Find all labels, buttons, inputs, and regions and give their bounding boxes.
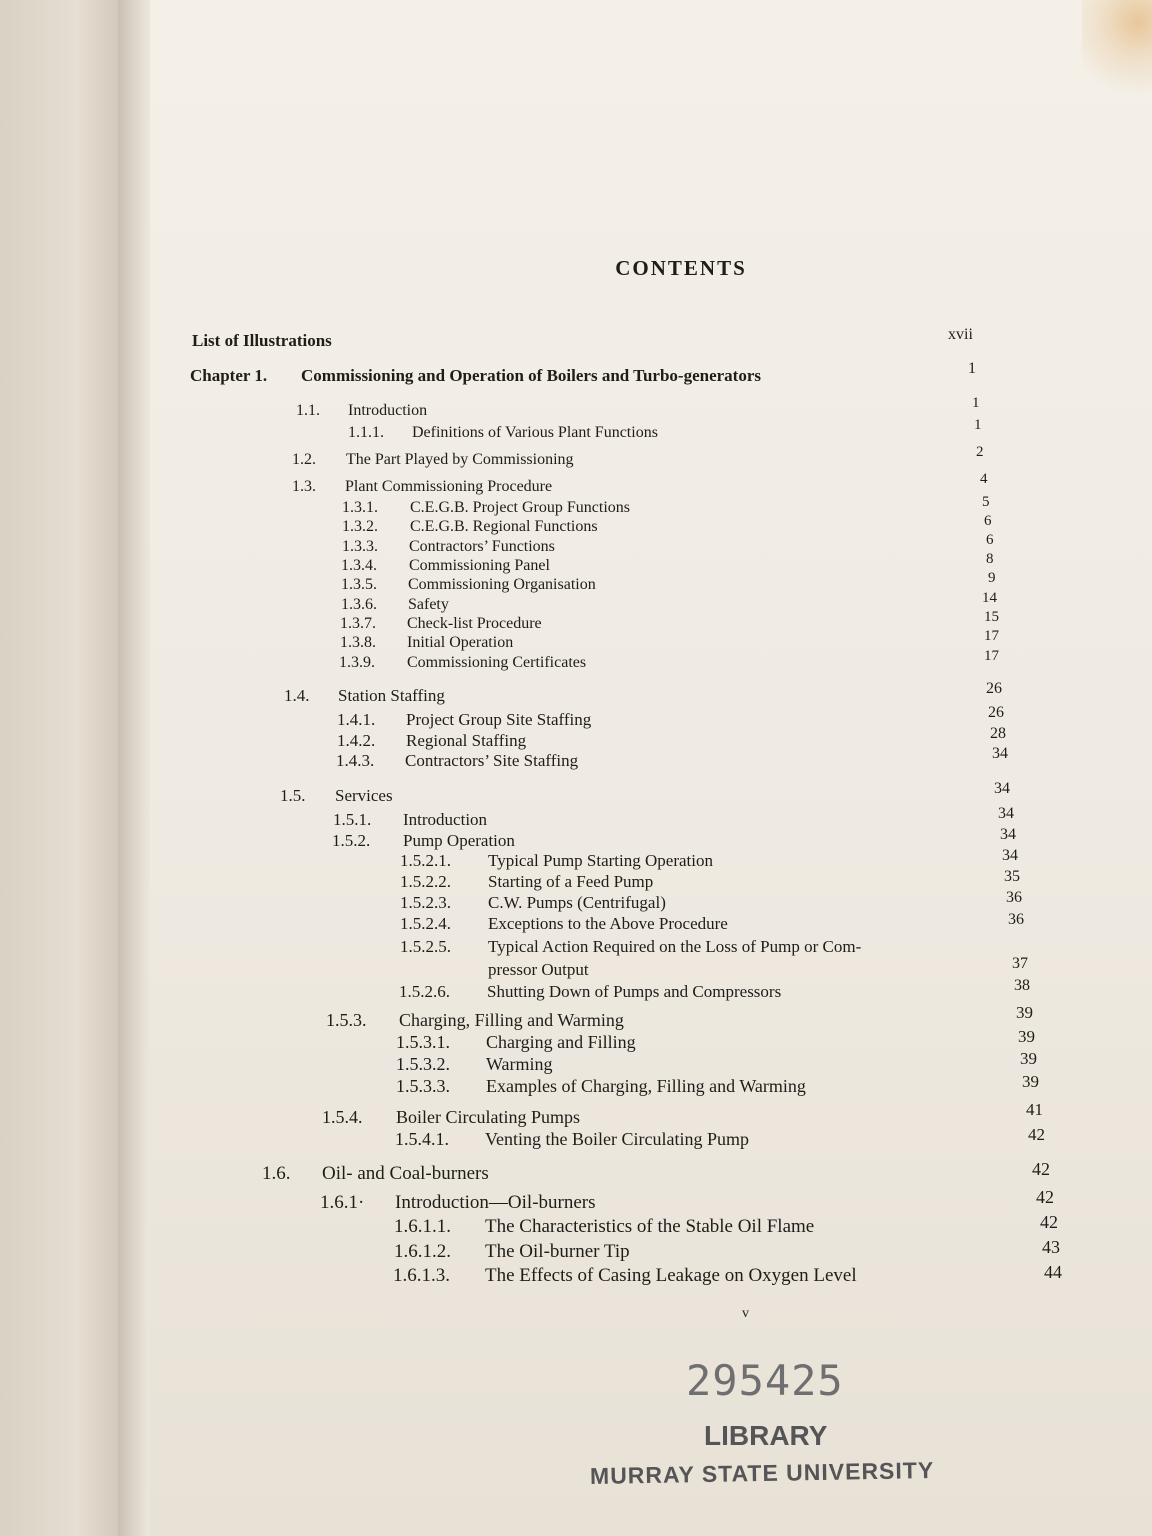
toc-entry-number: 1.6.1.3. bbox=[393, 1265, 450, 1286]
toc-entry-title: Starting of a Feed Pump bbox=[488, 872, 654, 891]
toc-entry-title: Initial Operation bbox=[407, 634, 514, 651]
toc-entry-title: Pump Operation bbox=[403, 831, 515, 850]
toc-entry-title: Commissioning Panel bbox=[409, 557, 550, 574]
toc-entry-number: 1.3.7. bbox=[340, 615, 376, 632]
toc-page-number: 26 bbox=[988, 704, 1004, 721]
toc-entry-number: 1.6.1.2. bbox=[394, 1241, 451, 1262]
toc-page-number: 36 bbox=[1008, 911, 1024, 928]
toc-page-number: 34 bbox=[1000, 826, 1016, 843]
toc-page-number: 36 bbox=[1006, 889, 1022, 906]
toc-entry-number: 1.5.3. bbox=[326, 1010, 367, 1030]
toc-entry-number: 1.3. bbox=[292, 478, 316, 495]
toc-entry-title: Definitions of Various Plant Functions bbox=[412, 424, 658, 441]
toc-page-number: 9 bbox=[988, 570, 996, 586]
toc-entry-number: 1.5.1. bbox=[333, 810, 372, 829]
toc-page-number: 43 bbox=[1042, 1237, 1060, 1257]
toc-page-number: 39 bbox=[1020, 1049, 1037, 1068]
toc-entry-number: 1.4.2. bbox=[337, 731, 376, 750]
toc-entry-title: The Oil-burner Tip bbox=[485, 1241, 630, 1262]
toc-entry-number: 1.6.1.1. bbox=[394, 1216, 451, 1237]
toc-page-number: 5 bbox=[982, 494, 990, 510]
toc-entry-title: The Part Played by Commissioning bbox=[346, 451, 574, 468]
toc-page-number: 17 bbox=[984, 628, 999, 644]
toc-page-number: 1 bbox=[972, 395, 980, 411]
toc-entry-title: Boiler Circulating Pumps bbox=[396, 1107, 580, 1127]
toc-entry-title: Station Staffing bbox=[338, 686, 445, 705]
toc-page-number: 42 bbox=[1036, 1187, 1054, 1207]
toc-page-number: 2 bbox=[976, 444, 984, 460]
toc-entry-number: 1.3.1. bbox=[342, 499, 378, 516]
toc-page-number: 42 bbox=[1032, 1159, 1050, 1179]
toc-page-number: 15 bbox=[984, 609, 999, 625]
toc-entry-title: The Effects of Casing Leakage on Oxygen Level bbox=[485, 1265, 857, 1286]
toc-entry-title: Project Group Site Staffing bbox=[406, 710, 592, 729]
toc-page-number: 41 bbox=[1026, 1100, 1043, 1119]
toc-entry-title: List of Illustrations bbox=[192, 331, 332, 350]
toc-entry-title: Commissioning Organisation bbox=[408, 576, 596, 593]
toc-page-number: 4 bbox=[980, 471, 988, 487]
toc-entry-number: 1.5.3.3. bbox=[396, 1076, 450, 1096]
toc-entry-number: 1.3.5. bbox=[341, 576, 377, 593]
toc-entry-title: Exceptions to the Above Procedure bbox=[488, 914, 728, 933]
toc-entry-number: 1.4.1. bbox=[337, 710, 376, 729]
toc-page-number: 34 bbox=[994, 780, 1010, 797]
toc-entry-title: Introduction bbox=[348, 402, 428, 419]
toc-entry-title: C.E.G.B. Regional Functions bbox=[410, 518, 598, 535]
toc-entry-title: C.E.G.B. Project Group Functions bbox=[410, 499, 630, 516]
toc-entry-title: Check-list Procedure bbox=[407, 615, 542, 632]
toc-entry-title: Charging and Filling bbox=[486, 1032, 636, 1052]
toc-entry-number: 1.3.6. bbox=[341, 596, 377, 613]
toc-page-number: 37 bbox=[1012, 955, 1028, 972]
toc-entry-number: 1.3.3. bbox=[342, 538, 378, 555]
toc-entry-title: Examples of Charging, Filling and Warming bbox=[486, 1076, 806, 1096]
toc-entry-title: Charging, Filling and Warming bbox=[399, 1010, 624, 1030]
toc-page-number: 6 bbox=[986, 532, 994, 548]
toc-entry-number: 1.5.2.6. bbox=[399, 982, 450, 1001]
toc-entry-title: Venting the Boiler Circulating Pump bbox=[485, 1129, 749, 1149]
toc-entry-title: C.W. Pumps (Centrifugal) bbox=[488, 893, 666, 912]
toc-entry-number: 1.5.4.1. bbox=[395, 1129, 449, 1149]
toc-entry-number: 1.5.4. bbox=[322, 1107, 363, 1127]
toc-entry-number: 1.6.1· bbox=[320, 1192, 365, 1213]
toc-entry-title: Safety bbox=[408, 596, 449, 613]
toc-entry-number: 1.5. bbox=[280, 786, 306, 805]
toc-entry-number: 1.5.2.2. bbox=[400, 872, 451, 891]
toc-entry-title: Services bbox=[335, 786, 393, 805]
toc-page-number: 8 bbox=[986, 551, 994, 567]
toc-entry-title: Warming bbox=[486, 1054, 553, 1074]
toc-page-number: 26 bbox=[986, 680, 1002, 697]
toc-entry-title: The Characteristics of the Stable Oil Flame bbox=[485, 1216, 815, 1237]
toc-entry-title: Contractors’ Functions bbox=[409, 538, 555, 555]
toc-page-number: 28 bbox=[990, 725, 1006, 742]
toc-entry-title: Contractors’ Site Staffing bbox=[405, 751, 579, 770]
toc-entry-title: Regional Staffing bbox=[406, 731, 527, 750]
toc-page-number: 17 bbox=[984, 648, 999, 664]
toc-entry-number: Chapter 1. bbox=[190, 366, 268, 385]
toc-entry-number: 1.3.2. bbox=[342, 518, 378, 535]
toc-page-number: 34 bbox=[998, 805, 1014, 822]
toc-entry-title: Typical Pump Starting Operation bbox=[488, 851, 713, 870]
toc-page-number: 35 bbox=[1004, 868, 1020, 885]
accession-number-stamp: 295425 bbox=[686, 1356, 844, 1405]
toc-entry-number: 1.2. bbox=[292, 451, 316, 468]
toc-page-number: 39 bbox=[1018, 1027, 1035, 1046]
toc-entry-number: 1.3.8. bbox=[340, 634, 376, 651]
library-stamp: LIBRARY bbox=[704, 1420, 828, 1451]
toc-entry-title: pressor Output bbox=[488, 960, 589, 979]
toc-entry-number: 1.1.1. bbox=[348, 424, 384, 441]
toc-entry-number: 1.4. bbox=[284, 686, 310, 705]
toc-entry-number: 1.3.4. bbox=[341, 557, 377, 574]
toc-entry-number: 1.3.9. bbox=[339, 654, 375, 671]
toc-entry-number: 1.5.2.3. bbox=[400, 893, 451, 912]
toc-page-number: 14 bbox=[982, 590, 997, 606]
toc-entry-number: 1.5.2.5. bbox=[400, 937, 451, 956]
toc-entry-number: 1.5.2. bbox=[332, 831, 371, 850]
toc-entry-number: 1.5.3.1. bbox=[396, 1032, 450, 1052]
toc-page-number: 1 bbox=[968, 360, 976, 377]
toc-entry-title: Introduction bbox=[403, 810, 488, 829]
toc-page-number: 42 bbox=[1028, 1125, 1045, 1144]
toc-entry-title: Commissioning and Operation of Boilers and Turbo-generators bbox=[301, 366, 761, 385]
facing-page-edge bbox=[0, 0, 128, 1536]
toc-entry-title: Typical Action Required on the Loss of Pump or Com- bbox=[488, 937, 862, 956]
toc-entry-title: Commissioning Certificates bbox=[407, 654, 587, 671]
contents-page bbox=[150, 0, 1152, 1536]
toc-page-number: 38 bbox=[1014, 977, 1030, 994]
toc-entry-number: 1.6. bbox=[262, 1163, 291, 1184]
toc-page-number: 42 bbox=[1040, 1212, 1058, 1232]
toc-page-number: 39 bbox=[1022, 1072, 1039, 1091]
toc-page-number: 6 bbox=[984, 513, 992, 529]
toc-entry-number: 1.4.3. bbox=[336, 751, 375, 770]
toc-entry-title: Introduction—Oil-burners bbox=[395, 1192, 596, 1213]
toc-page-number: 39 bbox=[1016, 1003, 1033, 1022]
toc-entry-title: Plant Commissioning Procedure bbox=[345, 478, 553, 495]
university-stamp: MURRAY STATE UNIVERSITY bbox=[589, 1456, 935, 1490]
toc-entry-title: Shutting Down of Pumps and Compressors bbox=[487, 982, 782, 1001]
toc-page-number: 34 bbox=[992, 745, 1008, 762]
toc-page-number: xvii bbox=[948, 326, 973, 343]
page-number: v bbox=[742, 1306, 749, 1321]
toc-entry-number: 1.5.2.4. bbox=[400, 914, 451, 933]
toc-page-number: 1 bbox=[974, 417, 982, 433]
toc-page-number: 34 bbox=[1002, 847, 1018, 864]
toc-page-number: 44 bbox=[1044, 1262, 1062, 1282]
page-title: CONTENTS bbox=[615, 256, 747, 280]
toc-entry-number: 1.1. bbox=[296, 402, 320, 419]
page-stain bbox=[1082, 0, 1152, 110]
toc-entry-number: 1.5.3.2. bbox=[396, 1054, 450, 1074]
toc-entry-title: Oil- and Coal-burners bbox=[322, 1163, 489, 1184]
toc-entry-number: 1.5.2.1. bbox=[400, 851, 451, 870]
